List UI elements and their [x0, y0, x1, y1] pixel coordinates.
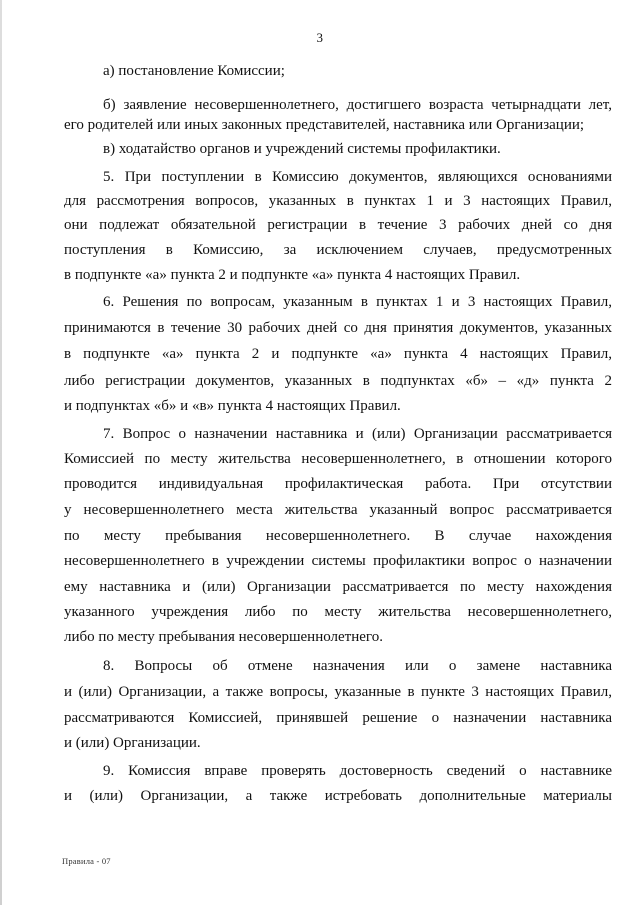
text-line: а) постановление Комиссии;: [103, 63, 285, 79]
text-line: указанного учреждения либо по месту жительства несовершеннолетнего,: [64, 604, 612, 620]
text-line: и (или) Организации.: [64, 735, 201, 751]
text-line: 7. Вопрос о назначении наставника и (или) Организации рассматривается: [103, 426, 612, 442]
text-line: у несовершеннолетнего места жительства указанный вопрос рассматривается: [64, 502, 612, 518]
text-line: они подлежат обязательной регистрации в течение 3 рабочих дней со дня: [64, 217, 612, 233]
text-line: либо по месту пребывания несовершеннолетнего.: [64, 629, 383, 645]
text-line: принимаются в течение 30 рабочих дней со дня принятия документов, указанных: [64, 320, 612, 336]
text-line: по месту пребывания несовершеннолетнего. В случае нахождения: [64, 528, 612, 544]
scan-edge-shadow: [0, 0, 2, 905]
text-line: в) ходатайство органов и учреждений системы профилактики.: [103, 141, 501, 157]
text-line: рассматриваются Комиссией, принявшей решение о назначении наставника: [64, 710, 612, 726]
text-line: и (или) Организации, а также истребовать дополнительные материалы: [64, 788, 612, 804]
text-line: ему наставника и (или) Организации рассматривается по месту нахождения: [64, 579, 612, 595]
text-line: либо регистрации документов, указанных в подпунктах «б» – «д» пункта 2: [64, 373, 612, 389]
text-line: несовершеннолетнего в учреждении системы профилактики вопрос о назначении: [64, 553, 612, 569]
text-line: 5. При поступлении в Комиссию документов, являющихся основаниями: [103, 169, 612, 185]
text-line: и подпунктах «б» и «в» пункта 4 настоящих Правил.: [64, 398, 401, 414]
text-line: поступления в Комиссию, за исключением случаев, предусмотренных: [64, 242, 612, 258]
text-line: 6. Решения по вопросам, указанным в пунктах 1 и 3 настоящих Правил,: [103, 294, 612, 310]
text-line: проводится индивидуальная профилактическая работа. При отсутствии: [64, 476, 612, 492]
text-line: его родителей или иных законных представителей, наставника или Организации;: [64, 117, 585, 133]
text-line: 8. Вопросы об отмене назначения или о замене наставника: [103, 658, 612, 674]
page-number: 3: [316, 30, 324, 45]
text-line: б) заявление несовершеннолетнего, достигшего возраста четырнадцати лет,: [103, 97, 612, 113]
footer-doc-code: Правила - 07: [62, 856, 111, 866]
text-line: 9. Комиссия вправе проверять достоверность сведений о наставнике: [103, 763, 612, 779]
text-line: Комиссией по месту жительства несовершеннолетнего, в отношении которого: [64, 451, 612, 467]
text-line: в подпункте «а» пункта 2 и подпункте «а» пункта 4 настоящих Правил.: [64, 267, 521, 283]
text-line: в подпункте «а» пункта 2 и подпункте «а» пункта 4 настоящих Правил,: [64, 346, 612, 362]
text-line: для рассмотрения вопросов, указанных в пунктах 1 и 3 настоящих Правил,: [64, 193, 612, 209]
text-line: и (или) Организации, а также вопросы, указанные в пункте 3 настоящих Правил,: [64, 684, 612, 700]
